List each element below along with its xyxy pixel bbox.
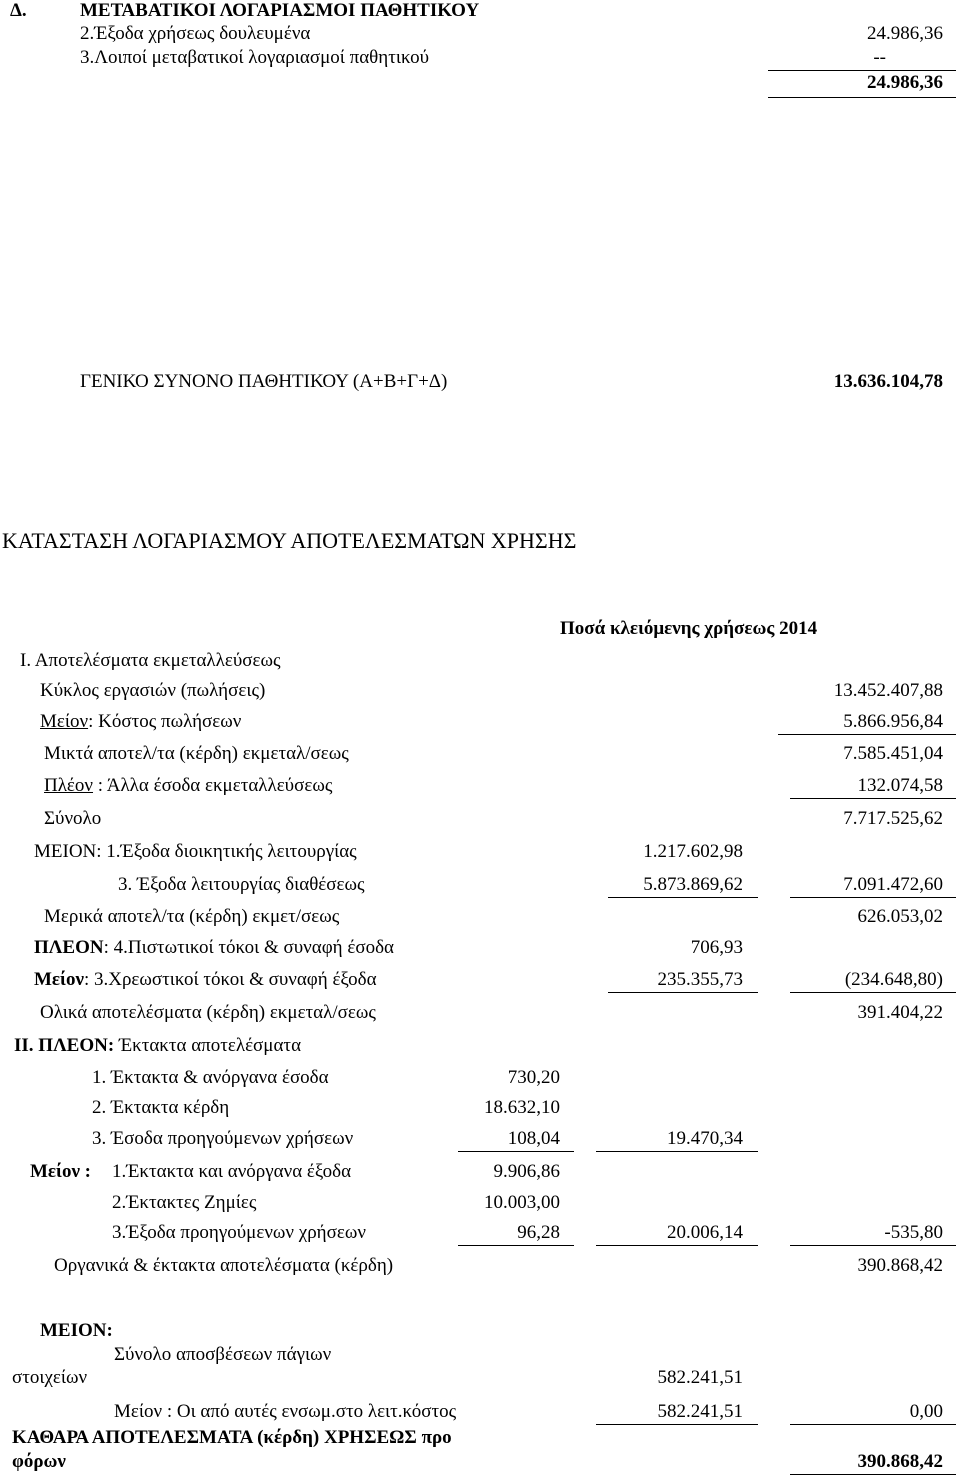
section-d-row-label: 3.Λοιποί μεταβατικοί λογαριασμοί παθητικού [80,47,430,68]
other-text: : Άλλα έσοδα εκμεταλλεύσεως [93,775,333,796]
credit-text: : 4.Πιστωτικοί τόκοι & συναφή έσοδα [103,937,394,958]
admin-value: 1.217.602,98 [643,841,743,862]
credit-label [34,937,394,959]
partial-value: 626.053,02 [857,906,943,927]
underline [458,1245,574,1246]
gross-value: 7.585.451,04 [843,743,943,764]
gross-label: Μικτά αποτελ/τα (κέρδη) εκμεταλ/σεως [44,743,349,764]
net-result-line2: φόρων [12,1451,66,1472]
expense-label: 1.Έκτακτα και ανόργανα έξοδα [112,1161,352,1182]
section-ii-title [14,1035,301,1057]
income-label: 3. Έσοδα προηγούμενων χρήσεων [92,1128,354,1149]
section-ii-heading: ΙΙ. ΠΛΕΟΝ: [14,1035,115,1056]
underline [790,1245,956,1246]
sum-value: 7.717.525,62 [843,808,943,829]
included-label: Μείον : Οι από αυτές ενσωμ.στο λειτ.κόστος [114,1401,457,1422]
cost-text: : Κόστος πωλήσεων [88,711,242,732]
grand-total-value: 13.636.104,78 [833,371,943,392]
section-d-row-value: -- [873,47,886,68]
cost-value: 5.866.956,84 [843,711,943,732]
underline [608,992,758,993]
net-result-value: 390.868,42 [857,1451,943,1472]
plus-label: ΠΛΕΟΝ [34,937,104,958]
income-total: 19.470,34 [667,1128,743,1149]
dist-label: 3. Έξοδα λειτουργίας διαθέσεως [118,874,365,895]
expense-label: 2.Έκτακτες Ζημίες [112,1192,257,1213]
cost-label [40,711,241,733]
depreciation-less-label: ΜΕΙΟΝ: [40,1320,113,1341]
included-net: 0,00 [909,1401,943,1422]
sales-label: Κύκλος εργασιών (πωλήσεις) [40,680,266,701]
grand-total-label: ΓΕΝΙΚΟ ΣΥΝΟΝΟ ΠΑΘΗΤΙΚΟΥ (Α+Β+Γ+Δ) [80,371,448,392]
less-label: ΜΕΙΟΝ [34,841,97,862]
income-value: 730,20 [507,1067,560,1088]
underline [608,897,758,898]
section-d-row-label: 2.Έξοδα χρήσεως δουλευμένα [80,23,311,44]
expense-value: 10.003,00 [484,1192,560,1213]
underline [768,70,956,71]
other-label [44,775,332,797]
cost-prefix: Μείον [40,711,89,732]
underline [458,1151,574,1152]
extraordinary-net: -535,80 [884,1222,943,1243]
section-d-row-value: 24.986,36 [867,23,943,44]
total-label: Ολικά αποτελέσματα (κέρδη) εκμεταλ/σεως [40,1002,376,1023]
underline [596,1151,758,1152]
section-ii-heading-rest: Έκτακτα αποτελέσματα [114,1035,302,1056]
sales-value: 13.452.407,88 [833,680,943,701]
underline [596,1424,758,1425]
admin-label [34,841,357,863]
org-value: 390.868,42 [857,1255,943,1276]
section-i-title: Ι. Αποτελέσματα εκμεταλλεύσεως [20,650,281,671]
statement-title: ΚΑΤΑΣΤΑΣΗ ΛΟΓΑΡΙΑΣΜΟΥ ΑΠΟΤΕΛΕΣΜΑΤΩΝ ΧΡΗΣΗΣ [2,528,577,553]
debit-value: 235.355,73 [657,969,743,990]
credit-value: 706,93 [690,937,743,958]
expense-label: 3.Έξοδα προηγούμενων χρήσεων [112,1222,366,1243]
included-value: 582.241,51 [657,1401,743,1422]
org-label: Οργανικά & έκτακτα αποτελέσματα (κέρδη) [54,1255,394,1276]
underline [596,1245,758,1246]
other-prefix: Πλέον [44,775,94,796]
partial-label: Μερικά αποτελ/τα (κέρδη) εκμετ/σεως [44,906,340,927]
income-value: 108,04 [507,1128,560,1149]
expenses-minus-label: Μείον : [30,1161,92,1182]
net-result-line1: ΚΑΘΑΡΑ ΑΠΟΤΕΛΕΣΜΑΤΑ (κέρδη) ΧΡΗΣΕΩΣ προ [12,1427,452,1448]
depreciation-value: 582.241,51 [657,1367,743,1388]
underline [790,897,956,898]
underline [778,734,956,735]
depreciation-line2: στοιχείων [12,1367,88,1388]
section-d-heading: ΜΕΤΑΒΑΤΙΚΟΙ ΛΟΓΑΡΙΑΣΜΟΙ ΠΑΘΗΤΙΚΟΥ [80,0,480,21]
dist-value: 5.873.869,62 [643,874,743,895]
income-label: 1. Έκτακτα & ανόργανα έσοδα [92,1067,329,1088]
income-value: 18.632,10 [484,1097,560,1118]
total-value: 391.404,22 [857,1002,943,1023]
debit-text: : 3.Χρεωστικοί τόκοι & συναφή έξοδα [83,969,377,990]
expenses-total: 20.006,14 [667,1222,743,1243]
debit-total: (234.648,80) [844,969,943,990]
debit-label [34,969,377,991]
expense-value: 96,28 [517,1222,560,1243]
minus-label: Μείον [34,969,84,990]
underline [790,1474,956,1475]
depreciation-line1: Σύνολο αποσβέσεων πάγιων [114,1344,332,1365]
section-d-total: 24.986,36 [867,72,943,93]
underline [790,992,956,993]
expense-value: 9.906,86 [493,1161,560,1182]
underline [790,1424,956,1425]
column-header: Ποσά κλειόμενης χρήσεως 2014 [560,618,818,639]
underline [768,97,956,98]
other-value: 132.074,58 [857,775,943,796]
dist-total: 7.091.472,60 [843,874,943,895]
income-label: 2. Έκτακτα κέρδη [92,1097,230,1118]
underline [790,798,956,799]
admin-text: : 1.Έξοδα διοικητικής λειτουργίας [96,841,357,862]
sum-label: Σύνολο [44,808,102,829]
section-d-letter: Δ. [10,0,27,21]
